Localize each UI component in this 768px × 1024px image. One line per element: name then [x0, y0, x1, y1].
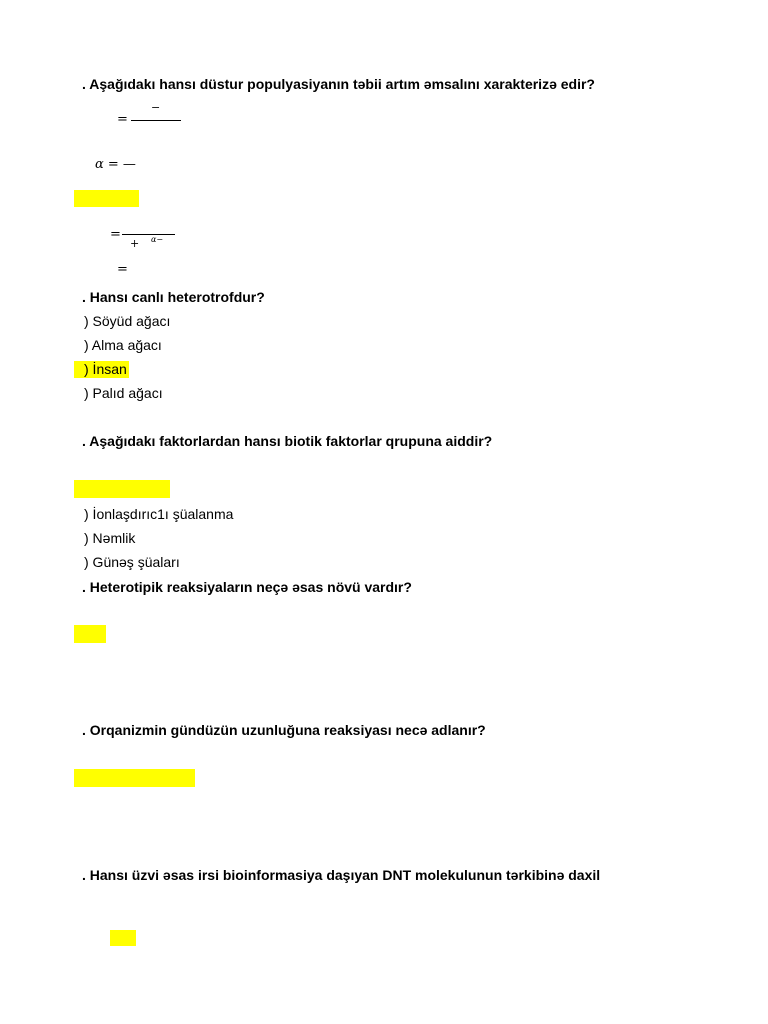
q2-option-b: ) Alma ağacı [84, 337, 162, 353]
answer-highlight-3 [74, 480, 170, 498]
formula-4-equals: = [117, 262, 128, 277]
question-1: . Aşağıdakı hansı düstur populyasiyanın təbii artım əmsalını xarakterizə edir? [82, 76, 595, 92]
question-4: . Heterotipik reaksiyaların neçə əsas növü vardır? [82, 579, 412, 595]
question-2: . Hansı canlı heterotrofdur? [82, 289, 265, 305]
q3-option-b: ) Nəmlik [84, 530, 136, 546]
q3-option-a: ) İonlaşdırıc1ı şüalanma [84, 506, 234, 522]
formula-3-plus: + [130, 237, 140, 250]
formula-3-equals: = [110, 227, 121, 242]
q2-option-d: ) Palıd ağacı [84, 385, 163, 401]
question-6: . Hansı üzvi əsas irsi bioinformasiya daşıyan DNT molekulunun tərkibinə daxil [82, 867, 601, 883]
answer-highlight-5 [74, 769, 195, 787]
formula-1-minus: − [151, 101, 161, 114]
formula-1-fraction-line [131, 120, 181, 121]
question-3: . Aşağıdakı faktorlardan hansı biotik faktorlar qrupuna aiddir? [82, 433, 493, 449]
answer-highlight-1 [74, 190, 139, 207]
formula-1-equals: = [117, 112, 128, 127]
question-5: . Orqanizmin gündüzün uzunluğuna reaksiyası necə adlanır? [82, 722, 486, 738]
q2-option-a: ) Söyüd ağacı [84, 313, 171, 329]
q3-option-c: ) Günəş şüaları [84, 554, 180, 570]
formula-2: α = — [95, 157, 136, 172]
answer-highlight-4 [74, 625, 106, 643]
formula-3-superscript: α− [151, 235, 164, 244]
formula-3-fraction-line [122, 234, 175, 235]
q2-option-c-correct: ) İnsan [74, 361, 129, 378]
answer-highlight-6 [110, 930, 136, 946]
